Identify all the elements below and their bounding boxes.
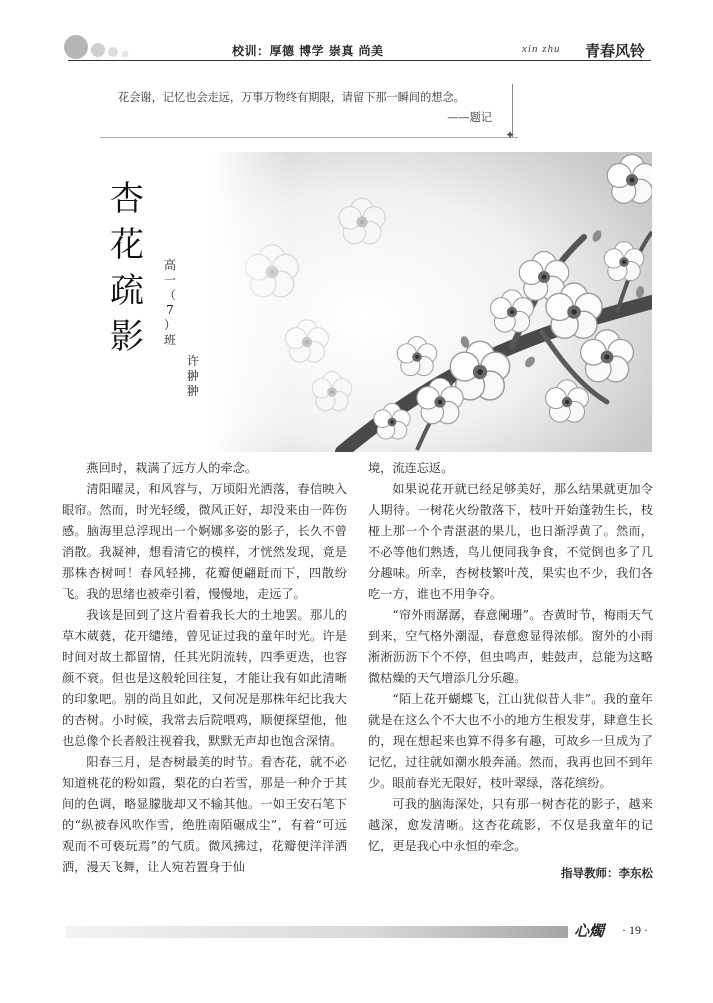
class-char: 高	[163, 258, 176, 272]
class-char: 班	[163, 333, 176, 347]
author-char: 翀	[186, 369, 199, 383]
class-char: （	[163, 288, 176, 302]
body-column-left	[62, 458, 347, 878]
title-char: 影	[110, 317, 144, 357]
class-char: 7	[166, 303, 174, 317]
header-circles-ornament	[62, 30, 142, 64]
author-char: 翀	[186, 384, 199, 398]
school-motto: 校训：厚德 博学 崇真 尚美	[232, 44, 384, 58]
body-paragraph: “陌上花开蝴蝶飞，江山犹似昔人非”。我的童年就是在这么个不大也不小的地方生根发芽，肆意生长的，现在想起来也算不得多有趣，可故乡一旦成为了记忆，过往就如潮水般奔涌。然而，我再也回不到年少。眼前春光无限好，枝叶翠绿，落花缤纷。	[368, 692, 653, 790]
page-number: · 19 ·	[622, 923, 648, 937]
apricot-blossom-illustration	[212, 152, 652, 452]
body-paragraph: “帘外雨潺潺，春意阑珊”。杏黄时节，梅雨天气到来，空气格外潮湿，春意愈显得浓郁。窗外的小雨淅淅沥沥下个不停，但虫鸣声，蛙鼓声，总能为这略微枯燥的天气增添几分乐趣。	[368, 608, 653, 685]
footer-logo: 心燭	[574, 922, 605, 940]
title-char: 花	[110, 225, 144, 265]
body-column-right	[368, 458, 653, 884]
body-paragraph: 阳春三月，是杏树最美的时节。看杏花，就不必知道桃花的粉如霞，梨花的白若雪，那是一种介于其间的色调，略显朦胧却又不输其他。一如王安石笔下的“纵被春风吹作雪，绝胜南陌碾成尘”，有着“可远观而不可亵玩焉”的气质。微风拂过，花瓣便洋洋洒洒，漫天飞舞，让人宛若置身于仙	[62, 755, 347, 874]
author-char: 许	[186, 354, 199, 368]
sparkle-icon: ✦	[505, 128, 516, 142]
body-paragraph: 我该是回到了这片看着我长大的土地罢。那儿的草木葳蕤，花开缱绻，曾见证过我的童年时光。许是时间对故土都留情，任其光阴流转，四季更迭，也容颜不衰。但也是这般轮回往复，才能让我有如此清晰的印象吧。别的尚且如此，又何况是那株年纪比我大的杏树。小时候，我常去后院喂鸡，顺便探望他，他也总像个长者般注视着我，默默无声却也饱含深情。	[62, 608, 347, 748]
footer-gradient-bar	[66, 926, 568, 938]
class-char: 一	[163, 273, 176, 287]
title-char: 杏	[110, 179, 144, 219]
epigraph-quote: 花会谢，记忆也会走远，万事万物终有期限，请留下那一瞬间的想念。	[118, 91, 465, 104]
author-name	[183, 354, 203, 399]
column-pinyin: xin zhu	[522, 43, 561, 55]
advisor-credit: 指导教师：李东松	[561, 866, 653, 880]
epigraph-divider-horizontal	[100, 137, 518, 138]
author-class	[160, 258, 180, 348]
body-paragraph: 如果说花开就已经足够美好，那么结果就更加令人期待。一树花火纷散落下，枝叶开始蓬勃生长，枝桠上那一个个青湛湛的果儿，也日渐浮黄了。然而，不必等他们熟透，鸟儿便同我争食，不觉倒也多了几分趣味。所幸，杏树枝繁叶茂，果实也不少，我们各吃一方，谁也不用争夺。	[368, 482, 653, 601]
class-char: ）	[163, 318, 176, 332]
epigraph	[118, 88, 508, 128]
epigraph-attribution: ——题记	[447, 111, 492, 124]
body-paragraph: 燕回时，栽满了远方人的牵念。	[86, 461, 258, 475]
header-rule	[68, 60, 651, 61]
body-paragraph: 可我的脑海深处，只有那一树杏花的影子，越来越深，愈发清晰。这杏花疏影，不仅是我童年的记忆，更是我心中永恒的牵念。	[368, 797, 653, 853]
title-char: 疏	[110, 271, 144, 311]
body-paragraph: 境，流连忘返。	[368, 461, 454, 475]
column-brand: 青春风铃	[585, 42, 646, 60]
article-title	[104, 176, 150, 360]
body-paragraph: 清阳曜灵，和风容与，万顷阳光洒落，春信映入眼帘。然而，时光轻缓，微风正好，却没来由一阵伤感。脑海里总浮现出一个婀娜多姿的影子，长久不曾消散。我凝神，想看清它的模样，才恍然发现，竟是那株杏树呵！春风轻拂，花瓣便翩跹而下，四散纷飞。我的思绪也被牵引着，慢慢地，走远了。	[62, 482, 347, 601]
